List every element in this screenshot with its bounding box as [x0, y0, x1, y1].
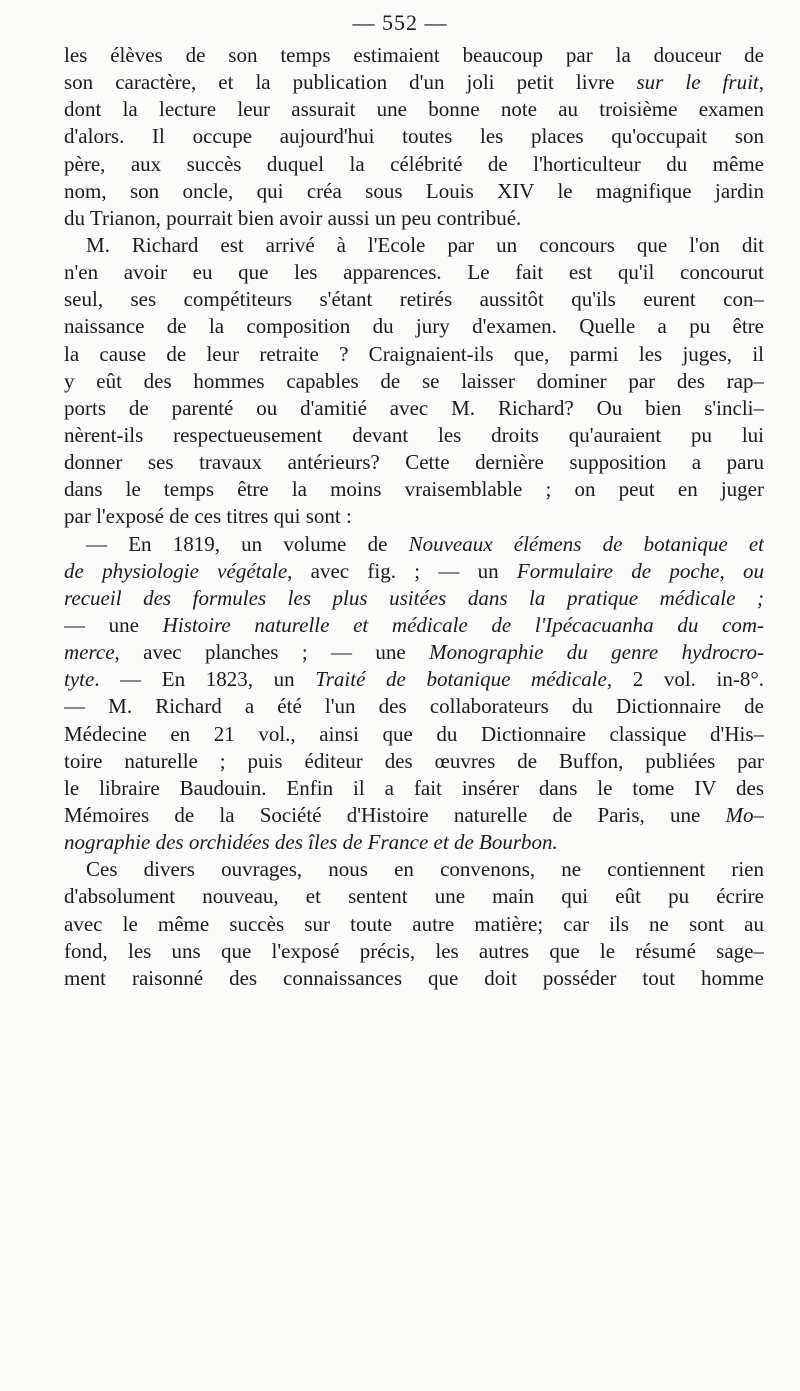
- text-line: [64, 422, 764, 449]
- italic-run: Histoire naturelle et médicale de l'Ipécacuanha du com-: [162, 612, 764, 637]
- text-run: dont la lecture leur assurait une bonne note au troisième examen: [64, 97, 764, 122]
- italic-run: nographie des orchidées des îles de France et de Bourbon.: [64, 830, 558, 855]
- text-run: , 2 vol. in-8°.: [606, 667, 764, 692]
- text-run: y eût des hommes capables de se laisser dominer par des rap–: [64, 368, 764, 393]
- text-line: [64, 693, 764, 720]
- text-run: fond, les uns que l'exposé précis, les autres que le résumé sage–: [64, 938, 764, 963]
- text-line: [64, 965, 764, 992]
- text-run: père, aux succès duquel la célébrité de l'horticulteur du même: [64, 151, 764, 176]
- text-line: [64, 938, 764, 965]
- text-run: n'en avoir eu que les apparences. Le fait est qu'il concourut: [64, 260, 764, 285]
- text-line: [64, 856, 764, 883]
- text-line: [64, 42, 764, 69]
- italic-run: Monographie du genre hydrocro-: [429, 640, 764, 665]
- text-line: [64, 123, 764, 150]
- text-run: son caractère, et la publication d'un joli petit livre: [64, 70, 637, 95]
- text-line: [64, 666, 764, 693]
- text-run: — une: [64, 612, 163, 637]
- text-run: par l'exposé de ces titres qui sont :: [64, 504, 352, 529]
- text-run: , avec planches ; — une: [114, 640, 430, 665]
- italic-run: Mo–: [725, 802, 764, 827]
- text-line: [64, 558, 764, 585]
- text-line: [64, 476, 764, 503]
- text-line: [64, 775, 764, 802]
- text-run: — M. Richard a été l'un des collaborateurs du Dictionnaire de: [64, 694, 764, 719]
- italic-run: Traité de botanique médicale: [315, 667, 607, 692]
- text-line: [64, 368, 764, 395]
- text-run: — En 1819, un volume de: [86, 531, 409, 556]
- text-run: d'absolument nouveau, et sentent une main qui eût pu écrire: [64, 884, 764, 909]
- text-run: la cause de leur retraite ? Craignaient-ils que, parmi les juges, il: [64, 341, 764, 366]
- text-run: Médecine en 21 vol., ainsi que du Dictionnaire classique d'His–: [64, 721, 764, 746]
- text-run: naissance de la composition du jury d'examen. Quelle a pu être: [64, 314, 764, 339]
- italic-run: de physiologie végétale: [64, 558, 288, 583]
- text-run: M. Richard est arrivé à l'Ecole par un concours que l'on dit: [86, 232, 764, 257]
- italic-run: sur le fruit: [636, 70, 759, 95]
- text-line: [64, 612, 764, 639]
- text-line: [64, 639, 764, 666]
- text-line: [64, 286, 764, 313]
- text-line: [64, 96, 764, 123]
- italic-run: Nouveaux élémens de botanique et: [408, 531, 764, 556]
- text-run: nèrent-ils respectueusement devant les droits qu'auraient pu lui: [64, 422, 764, 447]
- text-line: [64, 449, 764, 476]
- body-text: [64, 42, 764, 992]
- text-run: , avec fig. ; — un: [287, 558, 517, 583]
- text-line: [64, 585, 764, 612]
- italic-run: recueil des formules les plus usitées dans la pratique médicale ;: [64, 585, 764, 610]
- italic-run: merce: [64, 640, 115, 665]
- text-line: [64, 151, 764, 178]
- text-run: les élèves de son temps estimaient beaucoup par la douceur de: [64, 43, 764, 67]
- text-line: [64, 341, 764, 368]
- text-run: donner ses travaux antérieurs? Cette dernière supposition a paru: [64, 450, 764, 475]
- text-line: [64, 205, 764, 232]
- text-run: ment raisonné des connaissances que doit posséder tout homme: [64, 965, 764, 990]
- text-run: avec le même succès sur toute autre matière; car ils ne sont au: [64, 911, 764, 936]
- text-run: ,: [758, 70, 764, 95]
- text-line: [64, 748, 764, 775]
- text-line: [64, 178, 764, 205]
- text-run: seul, ses compétiteurs s'étant retirés aussitôt qu'ils eurent con–: [64, 287, 764, 312]
- text-line: [64, 802, 764, 829]
- text-run: dans le temps être la moins vraisemblable ; on peut en juger: [64, 477, 764, 502]
- text-run: d'alors. Il occupe aujourd'hui toutes les places qu'occupait son: [64, 124, 764, 149]
- text-line: [64, 69, 764, 96]
- italic-run: Formulaire de poche, ou: [516, 558, 764, 583]
- text-run: du Trianon, pourrait bien avoir aussi un peu contribué.: [64, 205, 522, 230]
- text-line: [64, 395, 764, 422]
- text-line: [64, 911, 764, 938]
- text-line: [64, 829, 764, 856]
- text-line: [64, 259, 764, 286]
- text-run: Ces divers ouvrages, nous en convenons, ne contiennent rien: [86, 857, 764, 882]
- text-run: nom, son oncle, qui créa sous Louis XIV le magnifique jardin: [64, 178, 764, 203]
- text-line: [64, 721, 764, 748]
- text-run: . — En 1823, un: [94, 667, 316, 692]
- text-run: Mémoires de la Société d'Histoire naturelle de Paris, une: [64, 802, 726, 827]
- text-line: [64, 503, 764, 530]
- text-run: le libraire Baudouin. Enfin il a fait insérer dans le tome IV des: [64, 775, 764, 800]
- text-line: [64, 232, 764, 259]
- text-line: [64, 883, 764, 910]
- text-run: toire naturelle ; puis éditeur des œuvres de Buffon, publiées par: [64, 748, 764, 773]
- page-number: — 552 —: [352, 10, 448, 35]
- italic-run: tyte: [64, 667, 95, 692]
- text-run: ports de parenté ou d'amitié avec M. Richard? Ou bien s'incli–: [64, 395, 764, 420]
- text-line: [64, 531, 764, 558]
- text-line: [64, 313, 764, 340]
